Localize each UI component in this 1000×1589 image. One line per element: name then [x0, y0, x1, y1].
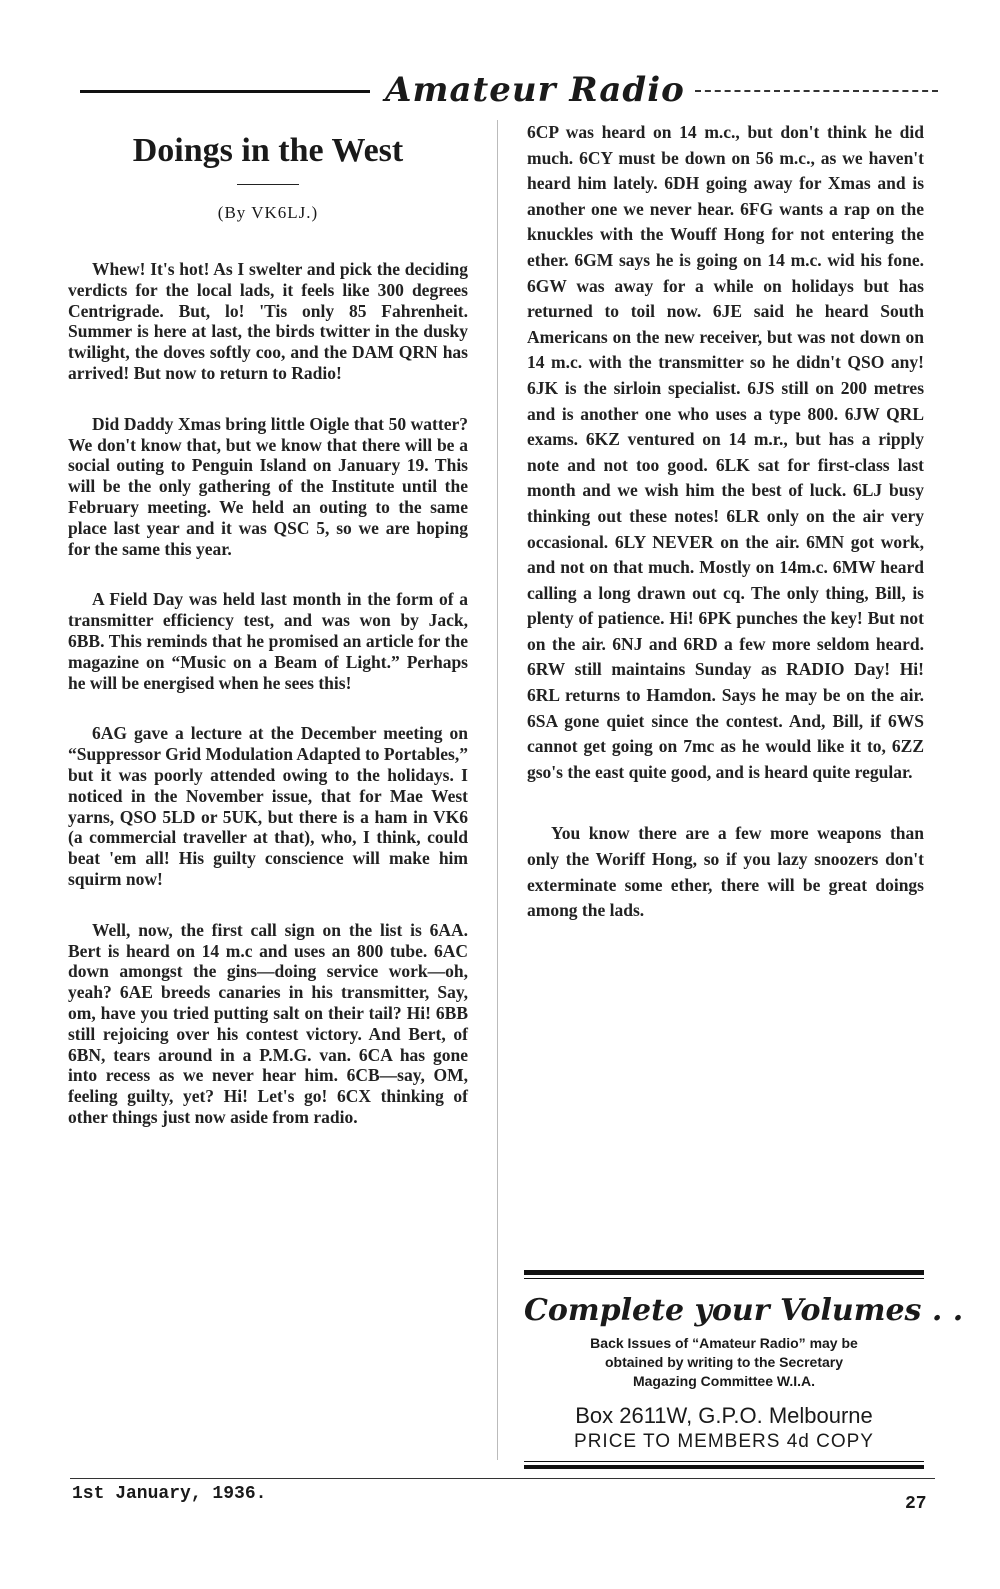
article-paragraph: Well, now, the first call sign on the list is 6AA. Bert is heard on 14 m.c and uses an 800 tube. 6AC down amongst the gins—doing service work—oh, yeah? 6AE breeds canaries in his transmitter, Say, om, have you tried putting salt on their tail? Hi! 6BB still rejoicing over his contest victory. And Bert, of 6BN, tears around in a P.M.G. van. 6CA has gone into recess as we never hear him. 6CB—say, OM, feeling guilty, yet? Hi! Let's go! 6CX thinking of other things just now aside from radio. [68, 919, 468, 1127]
title-divider [237, 184, 299, 185]
article-byline: (By VK6LJ.) [217, 203, 319, 222]
article-paragraph: Whew! It's hot! As I swelter and pick the deciding verdicts for the local lads, it feels like 300 degrees Centrigrade. But, lo! 'Tis only 85 Fahrenheit. Summer is here at last, the birds twitter in the dusky twilight, the doves softly coo, and the DAM QRN has arrived! But now to return to Radio! [68, 259, 468, 383]
masthead-logo: Amateur Radio [385, 70, 685, 110]
article-right-column [527, 120, 924, 924]
article-paragraph: A Field Day was held last month in the form of a transmitter efficiency test, and was won by Jack, 6BB. This reminds that he promised an article for the magazine on “Music on a Beam of Light.” Perhaps he will be energised when he sees this! [68, 589, 468, 693]
masthead-rule-left [80, 90, 370, 93]
back-issues-advert [524, 1270, 964, 1470]
advert-headline: Complete your Volumes . . [524, 1293, 964, 1328]
advert-line: obtained by writing to the Secretary [604, 1354, 844, 1370]
masthead-rule-right [695, 90, 938, 92]
article-paragraph: Did Daddy Xmas bring little Oigle that 50 watter? We don't know that, but we know that there will be a social outing to Penguin Island on January 19. This will be the only gathering of the Institute until the February meeting. We held an outing to the same place last year and it was QSC 5, so we are hoping for the same this year. [68, 413, 468, 559]
advert-rule-top [524, 1270, 924, 1275]
advert-line: Back Issues of “Amateur Radio” may be [590, 1335, 858, 1351]
advert-body [524, 1334, 924, 1391]
page-number: 27 [905, 1494, 927, 1514]
article-paragraph: 6CP was heard on 14 m.c., but don't think he did much. 6CY must be down on 56 m.c., as we haven't heard him lately. 6DH going away for Xmas and is another one we never hear. 6FG wants a rap on the knuckles with the Wouff Hong for not entering the ether. 6GM says he is going on 14 m.c. wid his fone. 6GW was away for a while on holidays but has returned to toil now. 6JE said he heard South Americans on the new receiver, but was not down on 14 m.c. with the transmitter so he didn't QSO any! 6JK is the sirloin specialist. 6JS still on 200 metres and is another one who uses a type 800. 6JW QRL exams. 6KZ ventured on 14 m.r., but has a ripply note and not too good. 6LK sat for first-class last month and we wish him the best of luck. 6LJ busy thinking out these notes! 6LR only on the air very occasional. 6LY NEVER on the air. 6MN got work, and not on that much. Mostly on 14m.c. 6MW heard calling a long drawn out cq. The only thing, Bill, is plenty of patience. Hi! 6PK punches the key! But not on the air. 6NJ and 6RD a few more seldom heard. 6RW still maintains Sunday as RADIO Day! Hi! 6RL returns to Hamdon. Says he may be on the air. 6SA gone quiet since the contest. And, Bill, if 6WS cannot get going on 7mc as he would like it to, 6ZZ gso's the east quite good, and is heard quite regular. [527, 122, 924, 782]
advert-rule-bottom [524, 1465, 924, 1469]
article-left-column [68, 126, 468, 1128]
footer-date: 1st January, 1936. [72, 1484, 267, 1504]
advert-price: PRICE TO MEMBERS 4d COPY [574, 1431, 874, 1452]
article-title: Doings in the West [132, 132, 404, 169]
advert-rule-top-thin [524, 1278, 924, 1279]
advert-rule-bottom-thin [524, 1461, 924, 1462]
advert-address: Box 2611W, G.P.O. Melbourne [575, 1403, 873, 1428]
footer-rule [70, 1478, 935, 1479]
masthead [80, 70, 938, 114]
advert-line: Magazing Committee W.I.A. [632, 1373, 815, 1389]
article-paragraph: 6AG gave a lecture at the December meeting on “Suppressor Grid Modulation Adapted to Portables,” but it was poorly attended owing to the holidays. I noticed in the November issue, that for Mae West yarns, QSO 5LD or 5UK, but there is a ham in VK6 (a commercial traveller at that), who, I think, could beat 'em all! His guilty conscience will make him squirm now! [68, 723, 468, 889]
column-divider [497, 120, 498, 1460]
article-paragraph: You know there are a few more weapons than only the Woriff Hong, so if you lazy snoozers don't exterminate some ether, there will be great doings among the lads. [527, 823, 924, 921]
